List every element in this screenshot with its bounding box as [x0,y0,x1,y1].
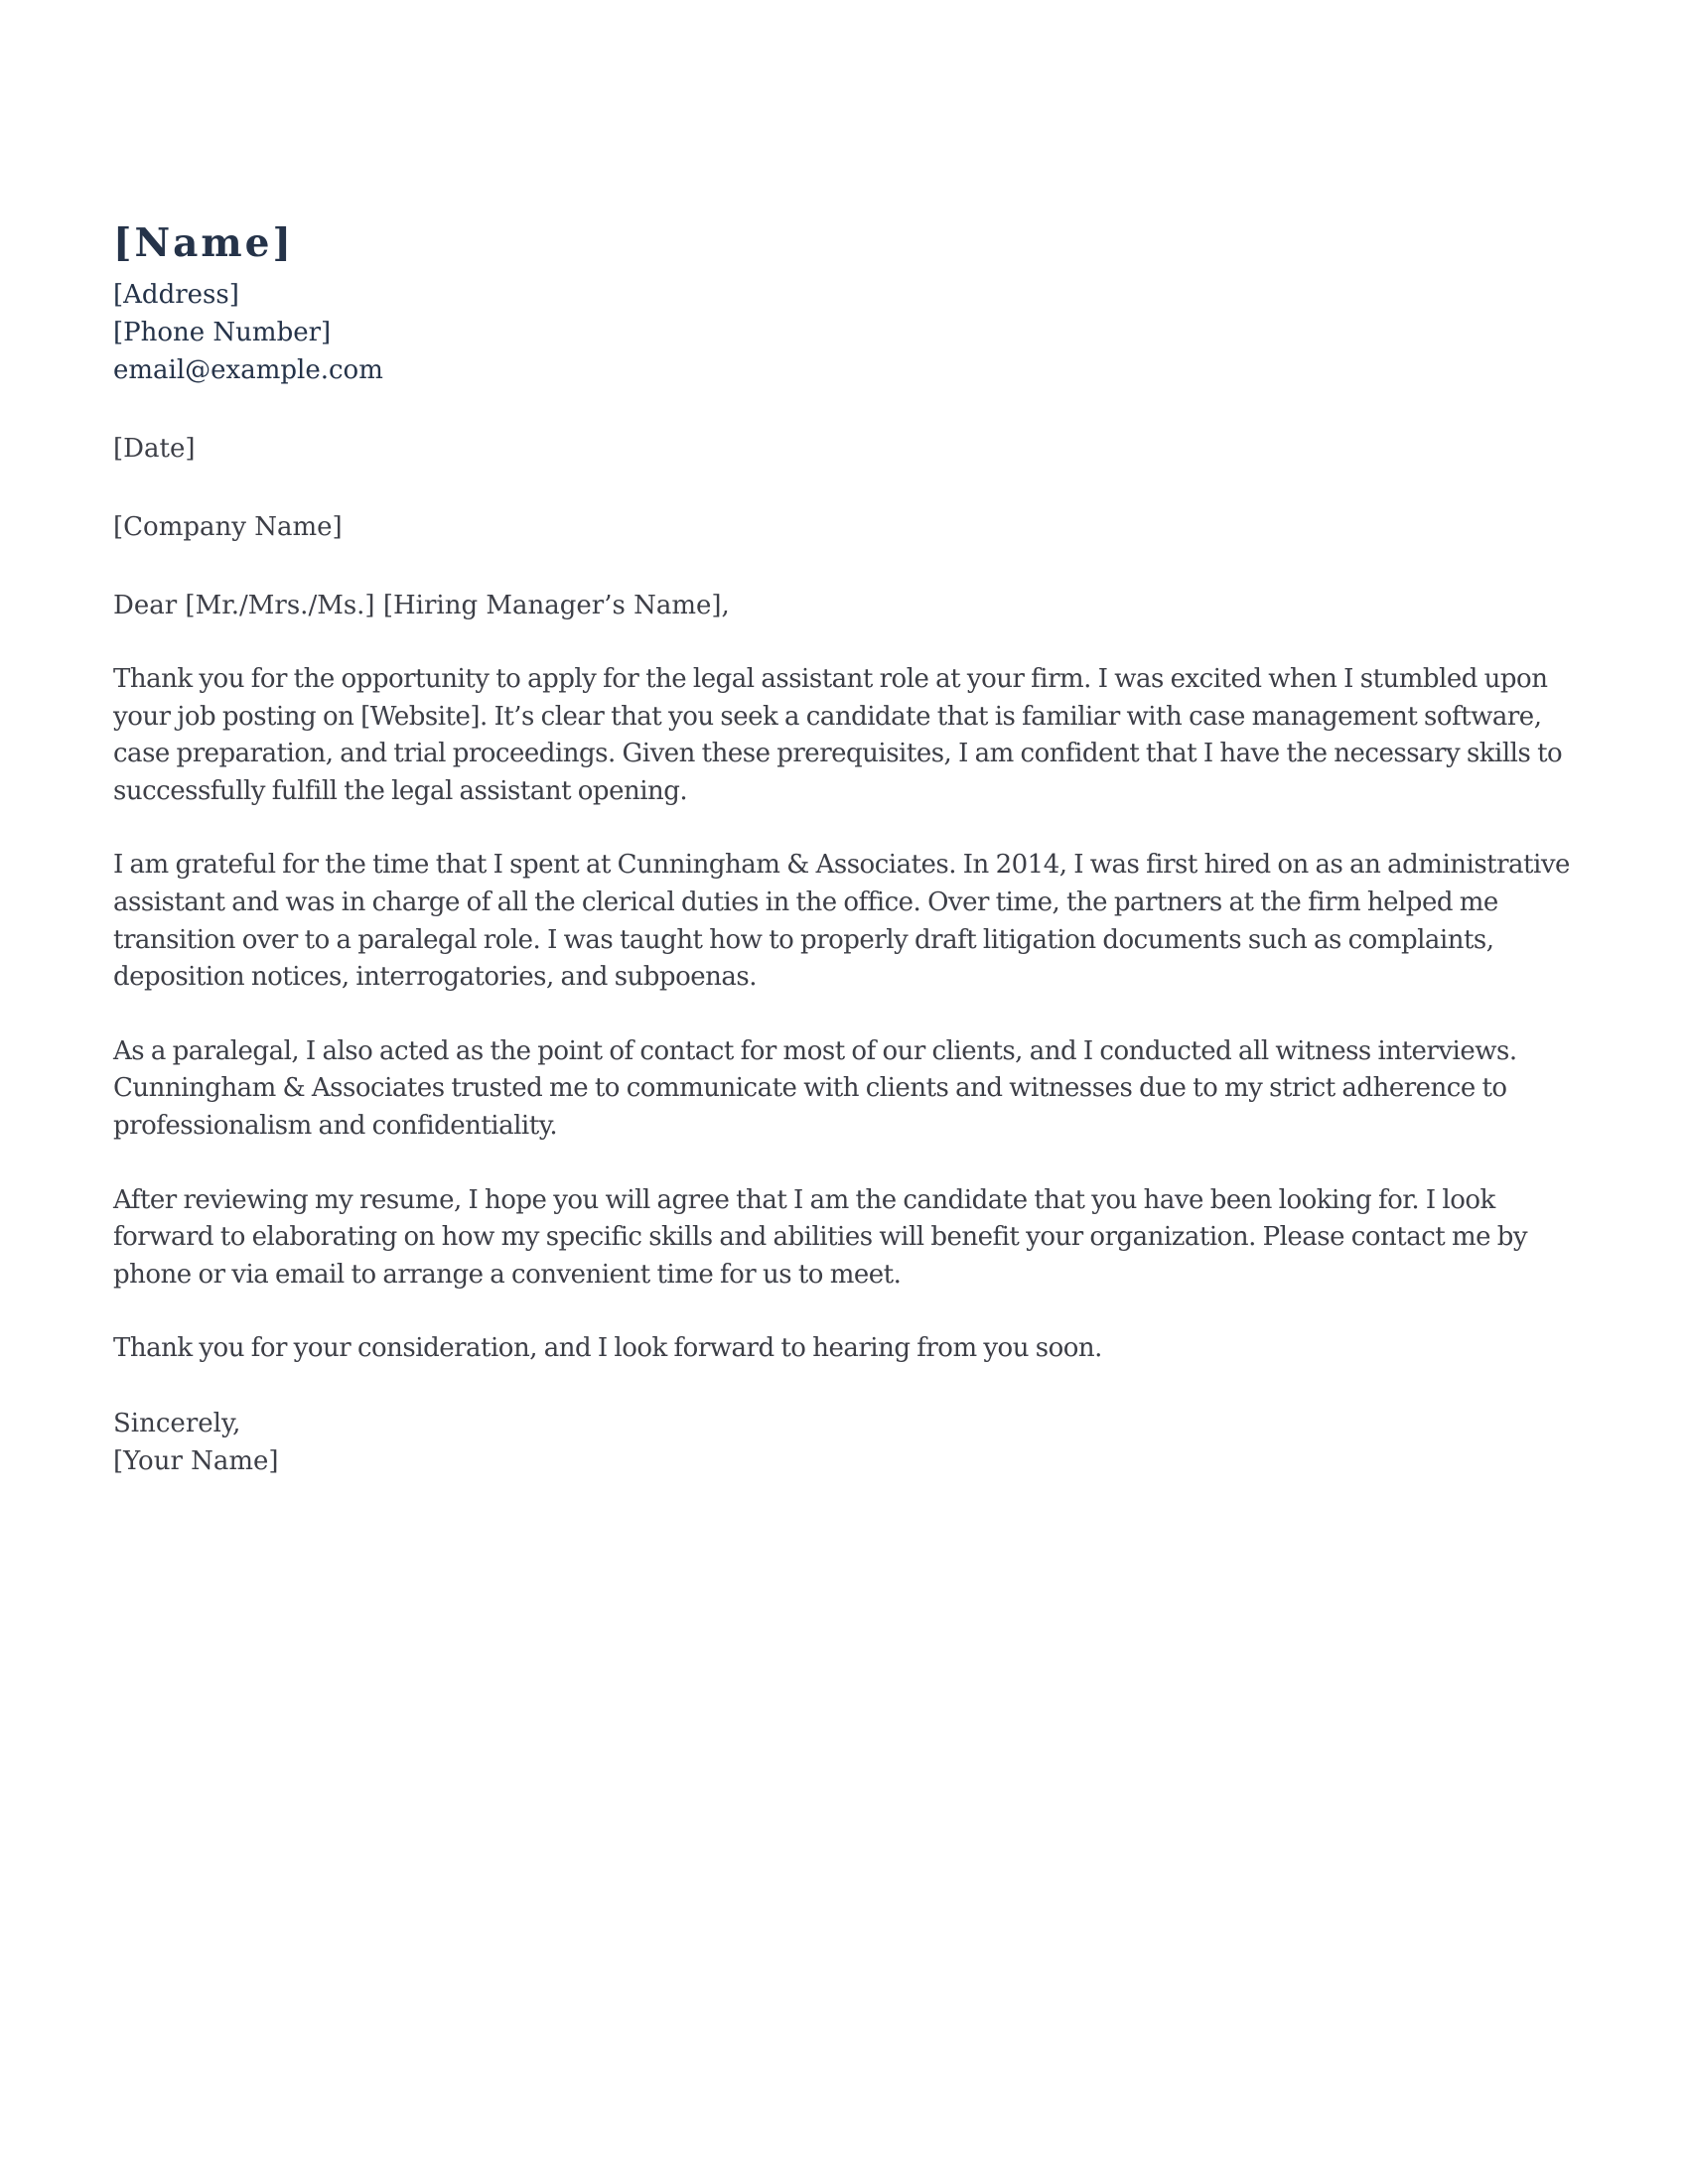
body-paragraph-3: As a paralegal, I also acted as the point of contact for most of our clients, and I conducted all witness interviews. Cunningham & Associates trusted me to communicate with clients and witnesses due to my strict adherence to professionalism and confidentiality. [113,1035,1517,1141]
sender-block [113,220,1575,389]
closing: Sincerely, [113,1408,241,1438]
sender-name: [Name] [113,220,294,266]
salutation: Dear [Mr./Mrs./Ms.] [Hiring Manager’s Name], [113,591,730,620]
body-paragraph-2: I am grateful for the time that I spent at Cunningham & Associates. In 2014, I was first hired on as an administrative assistant and was in charge of all the clerical duties in the office. Over time, the partners at the firm helped me transition over to a paralegal role. I was taught how to properly draft litigation documents such as complaints, deposition notices, interrogatories, and subpoenas. [113,850,1570,993]
letter-date: [Date] [113,434,196,464]
recipient-company: [Company Name] [113,512,343,542]
cover-letter [113,220,1575,1480]
sender-address: [Address] [113,280,239,310]
body-paragraph-4: After reviewing my resume, I hope you will agree that I am the candidate that you have been looking for. I look forward to elaborating on how my specific skills and abilities will benefit your organization. Please contact me by phone or via email to arrange a convenient time for us to meet. [113,1184,1528,1290]
signature-name: [Your Name] [113,1445,279,1476]
body-paragraph-1: Thank you for the opportunity to apply for the legal assistant role at your firm. I was excited when I stumbled upon your job posting on [Website]. It’s clear that you seek a candidate that is familiar with case management software, case preparation, and trial proceedings. Given these prerequisites, I am confident that I have the necessary skills to successfully fulfill the legal assistant opening. [113,664,1563,806]
body-paragraph-5: Thank you for your consideration, and I look forward to hearing from you soon. [113,1333,1102,1364]
letter-body [113,661,1575,1368]
sender-email: email@example.com [113,355,383,385]
sender-phone: [Phone Number] [113,318,332,347]
